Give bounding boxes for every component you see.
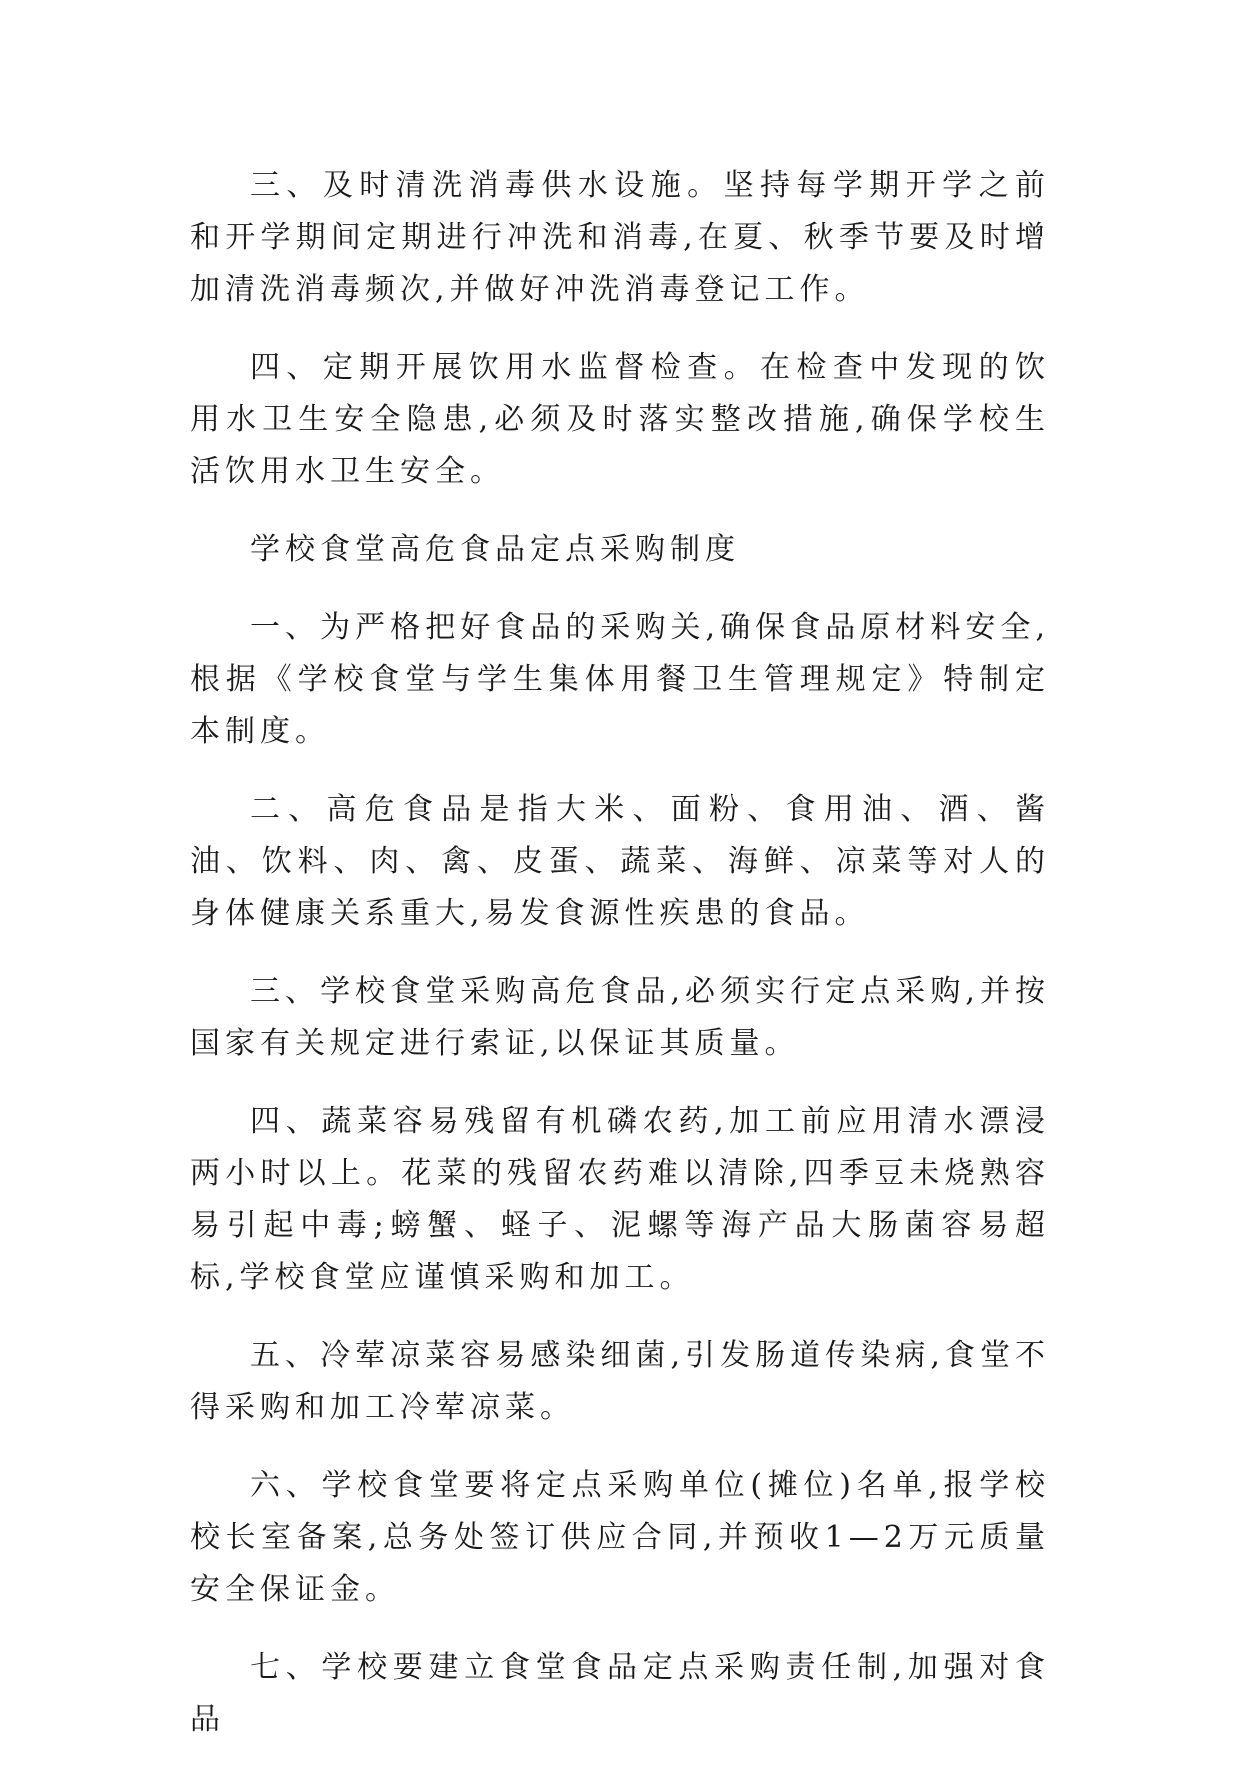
paragraph-clause-7: 七、学校要建立食堂食品定点采购责任制,加强对食品: [190, 1650, 1050, 1737]
paragraph-clause-3: 三、学校食堂采购高危食品,必须实行定点采购,并按国家有关规定进行索证,以保证其质量。: [190, 974, 1050, 1061]
paragraph-clause-5: 五、冷荤凉菜容易感染细菌,引发肠道传染病,食堂不得采购和加工冷荤凉菜。: [190, 1338, 1050, 1425]
section-heading: 学校食堂高危食品定点采购制度: [250, 532, 740, 567]
paragraph-clause-4: 四、蔬菜容易残留有机磷农药,加工前应用清水漂浸两小时以上。花菜的残留农药难以清除,四季豆未烧熟容易引起中毒;螃蟹、蛏子、泥螺等海产品大肠菌容易超标,学校食堂应谨慎采购和加工。: [190, 1104, 1050, 1295]
paragraph-clause-6: 六、学校食堂要将定点采购单位(摊位)名单,报学校校长室备案,总务处签订供应合同,并预收1—2万元质量安全保证金。: [190, 1468, 1050, 1607]
paragraph-water-disinfection: 三、及时清洗消毒供水设施。坚持每学期开学之前和开学期间定期进行冲洗和消毒,在夏、秋季节要及时增加清洗消毒频次,并做好冲洗消毒登记工作。: [190, 168, 1050, 307]
paragraph-water-inspection: 四、定期开展饮用水监督检查。在检查中发现的饮用水卫生安全隐患,必须及时落实整改措施,确保学校生活饮用水卫生安全。: [190, 350, 1050, 489]
paragraph-clause-1: 一、为严格把好食品的采购关,确保食品原材料安全,根据《学校食堂与学生集体用餐卫生管理规定》特制定本制度。: [190, 610, 1050, 749]
document-body: [190, 160, 1050, 1772]
paragraph-clause-2: 二、高危食品是指大米、面粉、食用油、酒、酱油、饮料、肉、禽、皮蛋、蔬菜、海鲜、凉菜等对人的身体健康关系重大,易发食源性疾患的食品。: [190, 792, 1050, 931]
